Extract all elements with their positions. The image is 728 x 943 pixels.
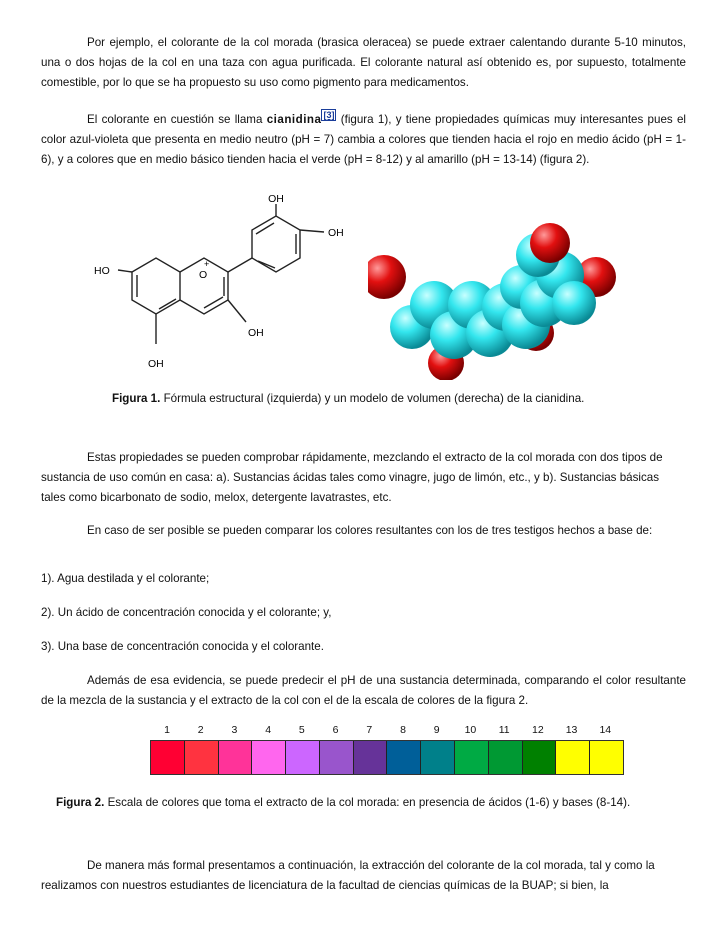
ph-swatch-7 — [354, 741, 388, 774]
ph-swatch-3 — [219, 741, 253, 774]
ph-swatch-14 — [590, 741, 623, 774]
list-item-1: 1). Agua destilada y el colorante; — [41, 572, 210, 585]
figure-1-text: Fórmula estructural (izquierda) y un modelo de volumen (derecha) de la cianidina. — [163, 392, 585, 405]
ph-swatch-4 — [252, 741, 286, 774]
ph-swatch-8 — [387, 741, 421, 774]
ph-number-8: 8 — [400, 724, 406, 736]
paragraph-cianidina — [41, 105, 686, 170]
ph-number-1: 1 — [164, 724, 170, 736]
ph-color-scale — [150, 740, 624, 775]
ph-number-7: 7 — [366, 724, 373, 736]
ph-swatch-12 — [523, 741, 557, 774]
list-item-2: 2). Un ácido de concentración conocida y el colorante; y, — [41, 606, 332, 619]
ho-left-label: HO — [94, 265, 110, 277]
ph-number-11: 11 — [498, 724, 510, 736]
reference-link-3[interactable]: [3] — [323, 110, 335, 120]
figure-2-caption — [56, 796, 630, 809]
paragraph-evidence: Además de esa evidencia, se puede predecir el pH de una sustancia determinada, comparando el color resultante de la mezcla de la sustancia y el extracto de la col con el de la escala de colores de la figura 2. — [41, 674, 686, 707]
ph-swatch-5 — [286, 741, 320, 774]
ph-swatch-9 — [421, 741, 455, 774]
paragraph-extraction: De manera más formal presentamos a continuación, la extracción del colorante de la col morada, tal y como la realizamos con nuestros estudiantes de licenciatura de la facultad de ciencias químicas de la BUAP; si bien, la — [41, 859, 655, 892]
figure-1-label: Figura 1. — [112, 392, 161, 405]
ph-swatch-11 — [489, 741, 523, 774]
oh-top-label: OH — [268, 193, 284, 205]
ph-number-3: 3 — [231, 724, 238, 736]
structural-formula — [80, 192, 360, 382]
ph-number-9: 9 — [433, 724, 440, 736]
ph-number-14: 14 — [599, 724, 612, 736]
paragraph-testigos: En caso de ser posible se pueden comparar los colores resultantes con los de tres testigos hechos a base de: — [87, 524, 653, 537]
ph-swatch-1 — [151, 741, 185, 774]
ph-swatch-6 — [320, 741, 354, 774]
cianidina-term: cianidina — [266, 112, 322, 126]
paragraph-cianidina-before: El colorante en cuestión se llama — [87, 112, 267, 126]
ph-number-13: 13 — [565, 724, 578, 736]
list-item-3: 3). Una base de concentración conocida y el colorante. — [41, 640, 324, 653]
ph-number-5: 5 — [298, 724, 305, 736]
ph-swatch-2 — [185, 741, 219, 774]
ph-swatch-10 — [455, 741, 489, 774]
paragraph-cianidina-after: (figura 1), y tiene propiedades químicas muy interesantes pues el color azul-violeta que presenta en medio neutro (pH = 7) cambia a colores que tienden hacia el rojo en medio ácido (pH = 1-6), y a colores que en medio básico tienden hacia el verde (pH = 8-12) y al amarillo (pH = 13-14) (figura 2). — [41, 112, 687, 166]
oh-mid-label: OH — [248, 327, 264, 339]
plus-charge-label: + — [204, 259, 210, 269]
figure-1-caption — [112, 392, 584, 405]
paragraph-properties: Estas propiedades se pueden comprobar rápidamente, mezclando el extracto de la col morada con dos tipos de sustancia de uso común en casa: a). Sustancias ácidas tales como vinagre, jugo de limón, etc., y b). Sustancias básicas tales como bicarbonato de sodio, melox, detergente lavatrastes, etc. — [41, 451, 663, 504]
figure-2-label: Figura 2. — [56, 796, 105, 809]
paragraph-intro: Por ejemplo, el colorante de la col morada (brasica oleracea) se puede extraer calentando durante 5-10 minutos, una o dos hojas de la col en una taza con agua purificada. El colorante natural así obtenido es, por supuesto, totalmente comestible, por lo que se ha propuesto su uso como pigmento para medicamentos. — [41, 36, 686, 89]
oh-bottom-label: OH — [148, 358, 164, 370]
ph-number-4: 4 — [265, 724, 272, 736]
ph-scale-numbers — [150, 724, 620, 738]
ph-number-10: 10 — [464, 724, 477, 736]
oh-right-label: OH — [328, 227, 344, 239]
space-filling-model — [368, 215, 633, 380]
ph-number-2: 2 — [197, 724, 204, 736]
ph-number-12: 12 — [532, 724, 544, 736]
ph-swatch-13 — [556, 741, 590, 774]
ph-number-6: 6 — [332, 724, 339, 736]
figure-2-text: Escala de colores que toma el extracto de la col morada: en presencia de ácidos (1-6) y bases (8-14). — [107, 796, 631, 809]
ring-oxygen-label: O — [199, 269, 208, 281]
